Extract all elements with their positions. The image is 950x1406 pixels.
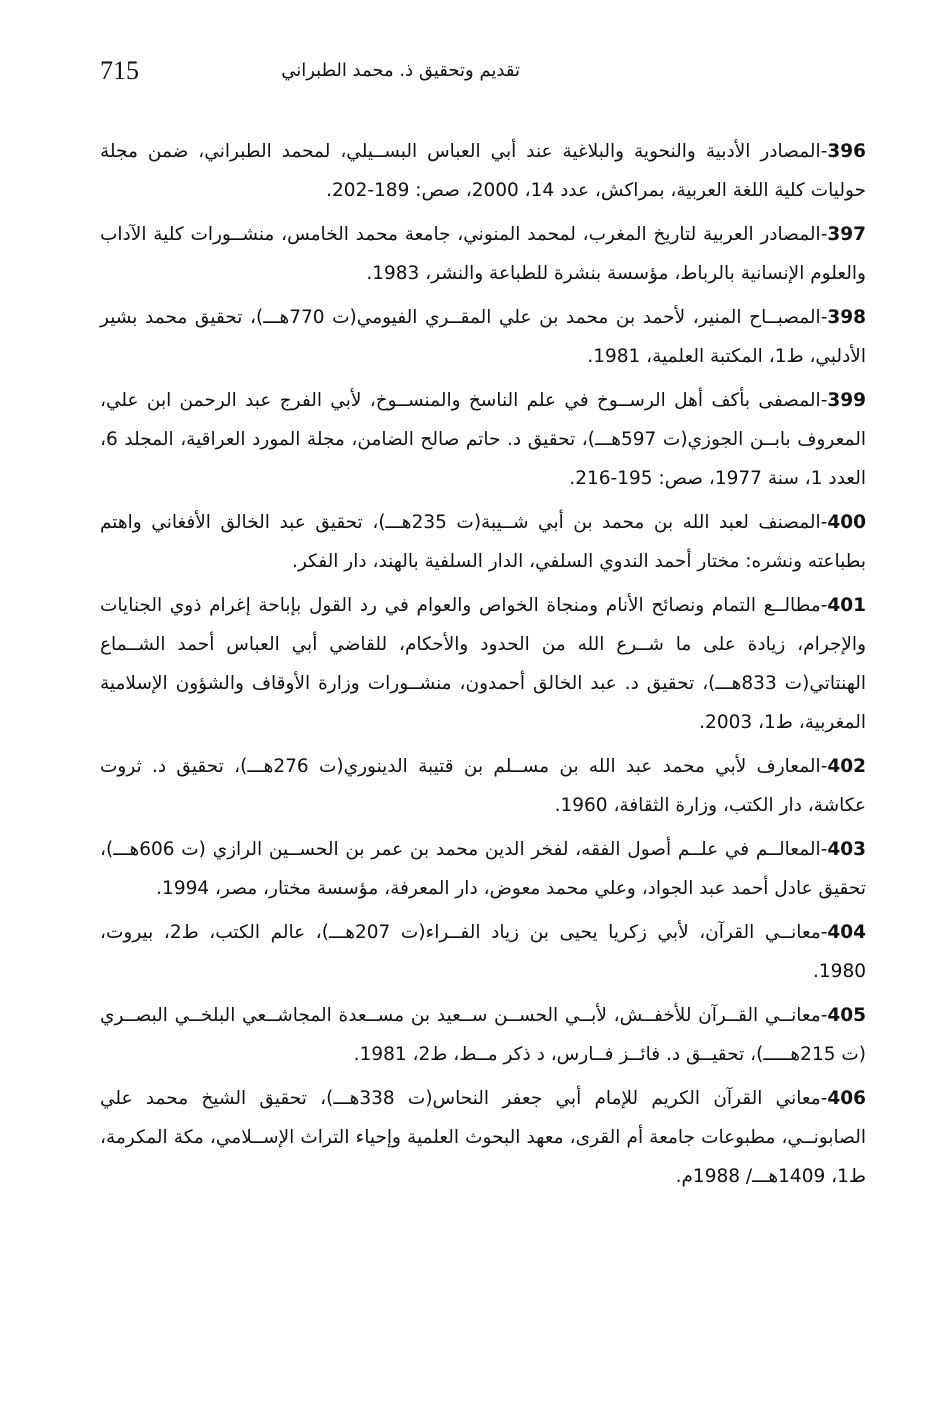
entry-number: 400 [827, 512, 866, 533]
bibliography-entry [100, 503, 866, 581]
bibliography-entry [100, 913, 866, 991]
bibliography-entry [100, 830, 866, 908]
entry-text: -معاني القرآن الكريم للإمام أبي جعفر النحاس(ت 338هـــ)، تحقيق الشيخ محمد علي الصابونــي، مطبوعات جامعة أم القرى، معهد البحوث العلمية وإحياء التراث الإســلامي، مكة المكرمة، ط1، 1409هـــ/ 1988م. [100, 1088, 866, 1187]
entry-text: -المصبــاح المنير، لأحمد بن محمد بن علي المقــري الفيومي(ت 770هـــ)، تحقيق محمد بشير الأدلبي، ط1، المكتبة العلمية، 1981. [100, 307, 866, 367]
bibliography-entry [100, 996, 866, 1074]
bibliography-entry [100, 586, 866, 742]
bibliography-list [100, 132, 866, 1201]
entry-text: -المعارف لأبي محمد عبد الله بن مســلم بن قتيبة الدينوري(ت 276هـــ)، تحقيق د. ثروت عكاشة، دار الكتب، وزارة الثقافة، 1960. [100, 756, 866, 816]
bibliography-entry [100, 747, 866, 825]
bibliography-entry [100, 381, 866, 498]
entry-number: 401 [827, 595, 866, 616]
page-number: 715 [100, 56, 139, 85]
running-header [100, 52, 850, 92]
bibliography-entry [100, 132, 866, 210]
entry-number: 406 [827, 1088, 866, 1109]
entry-number: 402 [827, 756, 866, 777]
entry-text: -المصادر الأدبية والنحوية والبلاغية عند أبي العباس البســيلي، لمحمد الطبراني، ضمن مجلة حوليات كلية اللغة العربية، بمراكش، عدد 14، 2000، صص: 189-202. [100, 141, 866, 201]
entry-text: -المصادر العربية لتاريخ المغرب، لمحمد المنوني، جامعة محمد الخامس، منشــورات كلية الآداب والعلوم الإنسانية بالرباط، مؤسسة بنشرة للطباعة والنشر، 1983. [100, 224, 866, 284]
bibliography-entry [100, 215, 866, 293]
entry-number: 399 [827, 390, 866, 411]
entry-number: 403 [827, 839, 866, 860]
entry-number: 404 [827, 922, 866, 943]
bibliography-entry [100, 298, 866, 376]
running-title: تقديم وتحقيق ذ. محمد الطبراني [281, 60, 520, 81]
bibliography-entry [100, 1079, 866, 1196]
entry-number: 398 [827, 307, 866, 328]
entry-text: -معانــي القــرآن للأخفــش، لأبــي الحســن ســعيد بن مســعدة المجاشــعي البلخــي البصــري (ت 215هـــــ)، تحقيــق د. فائــز فــارس، د ذكر مــط، ط2، 1981. [100, 1005, 866, 1065]
entry-text: -المعالــم في علــم أصول الفقه، لفخر الدين محمد بن عمر بن الحســين الرازي (ت 606هـــ)، تحقيق عادل أحمد عبد الجواد، وعلي محمد معوض، دار المعرفة، مؤسسة مختار، مصر، 1994. [100, 839, 866, 899]
entry-text: -معانــي القرآن، لأبي زكريا يحيى بن زياد الفــراء(ت 207هـــ)، عالم الكتب، ط2، بيروت، 1980. [100, 922, 866, 982]
entry-number: 396 [827, 141, 866, 162]
entry-number: 397 [827, 224, 866, 245]
entry-text: -المصنف لعبد الله بن محمد بن أبي شــيبة(ت 235هـــ)، تحقيق عبد الخالق الأفغاني واهتم بطباعته ونشره: مختار أحمد الندوي السلفي، الدار السلفية بالهند، دار الفكر. [100, 512, 866, 572]
entry-number: 405 [827, 1005, 866, 1026]
entry-text: -المصفى بأكف أهل الرســوخ في علم الناسخ والمنســوخ، لأبي الفرج عبد الرحمن ابن علي، المعروف بابــن الجوزي(ت 597هـــ)، تحقيق د. حاتم صالح الضامن، مجلة المورد العراقية، المجلد 6، العدد 1، سنة 1977، صص: 195-216. [100, 390, 866, 489]
entry-text: -مطالــع التمام ونصائح الأنام ومنجاة الخواص والعوام في رد القول بإباحة إغرام ذوي الجنايات والإجرام، زيادة على ما شــرع الله من الحدود والأحكام، للقاضي أبي العباس أحمد الشــماع الهنتاتي(ت 833هـــ)، تحقيق د. عبد الخالق أحمدون، منشــورات وزارة الأوقاف والشؤون الإسلامية المغربية، ط1، 2003. [100, 595, 866, 733]
